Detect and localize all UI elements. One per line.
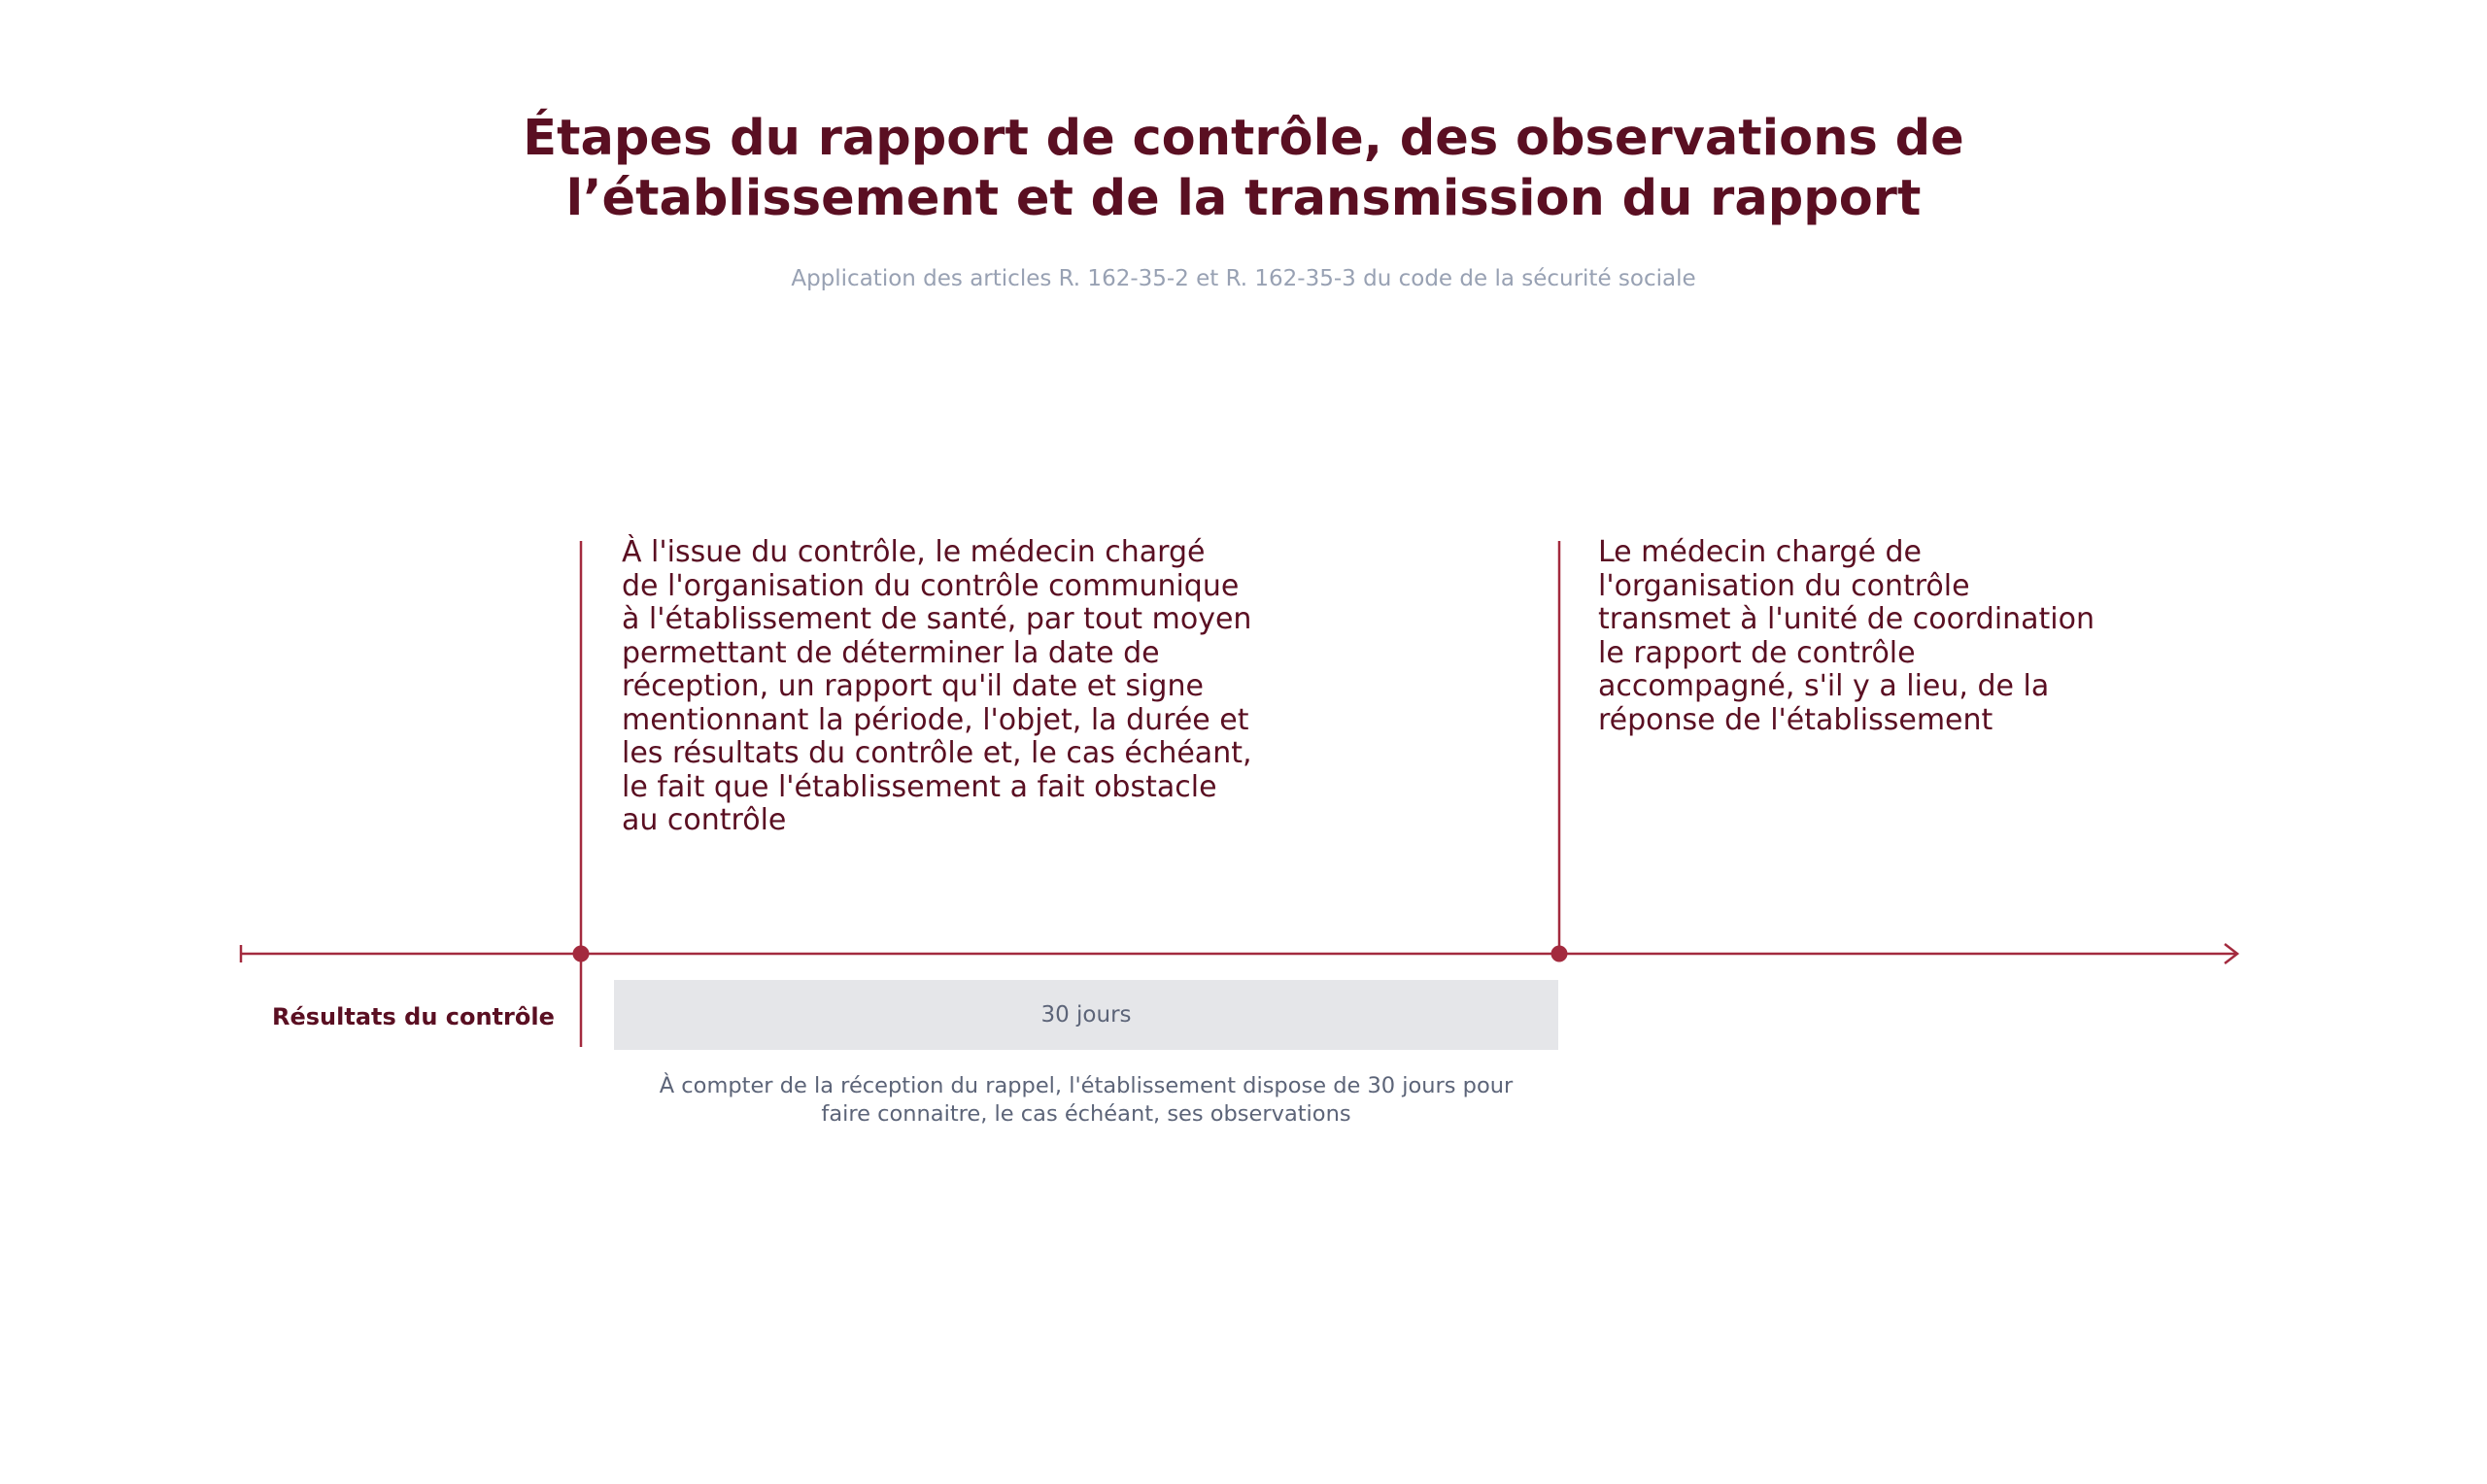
page-title-line-2: l’établissement et de la transmission du rapport xyxy=(565,170,1922,227)
duration-caption-line-1: À compter de la réception du rappel, l'établissement dispose de 30 jours pour xyxy=(659,1073,1514,1098)
step-2-line: le rapport de contrôle xyxy=(1598,635,1916,670)
step-1-line: de l'organisation du contrôle communique xyxy=(622,568,1240,603)
step-2-line: Le médecin chargé de xyxy=(1598,535,1922,569)
step-2-line: accompagné, s'il y a lieu, de la xyxy=(1598,669,2050,703)
step-1-milestone-dot xyxy=(573,946,590,962)
duration-bar xyxy=(614,980,1558,1050)
step-2-line: l'organisation du contrôle xyxy=(1598,568,1970,603)
step-2-line: réponse de l'établissement xyxy=(1598,702,1993,737)
duration-caption-line-2: faire connaitre, le cas échéant, ses observations xyxy=(821,1101,1351,1127)
page-title-line-1: Étapes du rapport de contrôle, des observations de xyxy=(523,110,1964,167)
step-2-milestone-dot xyxy=(1551,946,1568,962)
duration-label: 30 jours xyxy=(1040,1002,1132,1028)
timeline-axis-label: Résultats du contrôle xyxy=(272,1003,555,1030)
step-1-line: mentionnant la période, l'objet, la durée et xyxy=(622,702,1249,737)
duration-caption xyxy=(614,1072,1558,1129)
step-1-line: au contrôle xyxy=(622,803,787,837)
page-subtitle: Application des articles R. 162-35-2 et R. 162-35-3 du code de la sécurité sociale xyxy=(791,266,1696,291)
step-1-line: À l'issue du contrôle, le médecin chargé xyxy=(622,535,1206,569)
step-1-line: réception, un rapport qu'il date et signe xyxy=(622,669,1204,703)
step-1-line: les résultats du contrôle et, le cas échéant, xyxy=(622,736,1252,770)
step-1-line: à l'établissement de santé, par tout moyen xyxy=(622,602,1252,636)
step-1-line: le fait que l'établissement a fait obstacle xyxy=(622,769,1217,804)
step-1-line: permettant de déterminer la date de xyxy=(622,635,1160,670)
step-2-line: transmet à l'unité de coordination xyxy=(1598,602,2095,636)
